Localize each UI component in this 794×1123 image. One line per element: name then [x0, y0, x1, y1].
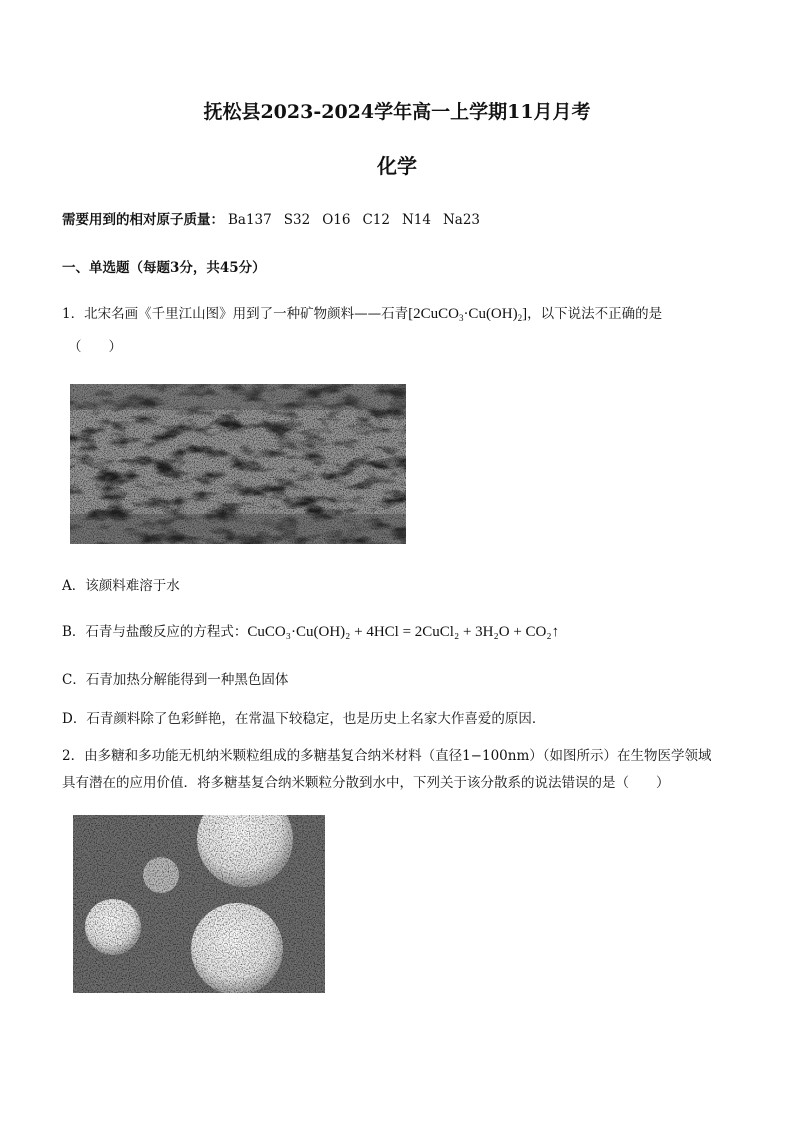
- exam-title: 抚松县2023-2024学年高一上学期11月月考: [203, 101, 591, 123]
- q1-formula: $[2CuCO_3\cdot Cu(OH)_2]$: [408, 306, 528, 323]
- section-heading: 一、单选题（每题3分，共45分）: [62, 260, 266, 276]
- q1-stem-text: 1．北宋名画《千里江山图》用到了一种矿物颜料——石青: [62, 306, 409, 322]
- mass-c: C12: [362, 212, 390, 228]
- mass-ba: Ba137: [228, 212, 272, 228]
- q1-paren: （ ）: [68, 339, 122, 355]
- q1-option-b-equation: CuCO₃·Cu(OH)₂ + 4HCl = 2CuCl₂ + 3H₂O + CO₂↑: [247, 624, 560, 640]
- q1-option-b-text: B．石青与盐酸反应的方程式：: [62, 624, 248, 640]
- mass-na: Na23: [442, 212, 480, 228]
- q1-formula-middle: ·Cu(OH): [463, 306, 518, 322]
- q2-stem-line2: 具有潜在的应用价值．将多糖基复合纳米颗粒分散到水中，下列关于该分散系的说法错误的是（ ）: [62, 775, 670, 791]
- q1-option-a: A．该颜料难溶于水: [62, 578, 180, 594]
- atomic-masses-label: 需要用到的相对原子质量：: [62, 212, 224, 228]
- q1-option-c: C．石青加热分解能得到一种黑色固体: [62, 672, 289, 688]
- mass-o: O16: [322, 212, 351, 228]
- atomic-masses: [62, 208, 492, 228]
- mass-n: N14: [401, 212, 431, 228]
- q1-formula-prefix: 2CuCO: [413, 306, 459, 322]
- q1-option-d: D．石青颜料除了色彩鲜艳，在常温下较稳定，也是历史上名家大作喜爱的原因．: [62, 711, 546, 727]
- mass-s: S32: [283, 212, 311, 228]
- q1-stem-tail: ，以下说法不正确的是: [527, 306, 663, 322]
- q1-stem: [62, 302, 662, 323]
- landscape-painting-image: [70, 384, 406, 544]
- nanoparticles-image: [73, 815, 325, 993]
- q1-option-b: [62, 620, 559, 641]
- subject-title: 化学: [377, 154, 417, 178]
- q2-stem-line1: 2．由多糖和多功能无机纳米颗粒组成的多糖基复合纳米材料（直径1−100nm）（如图所示）在生物医学领域: [62, 748, 712, 764]
